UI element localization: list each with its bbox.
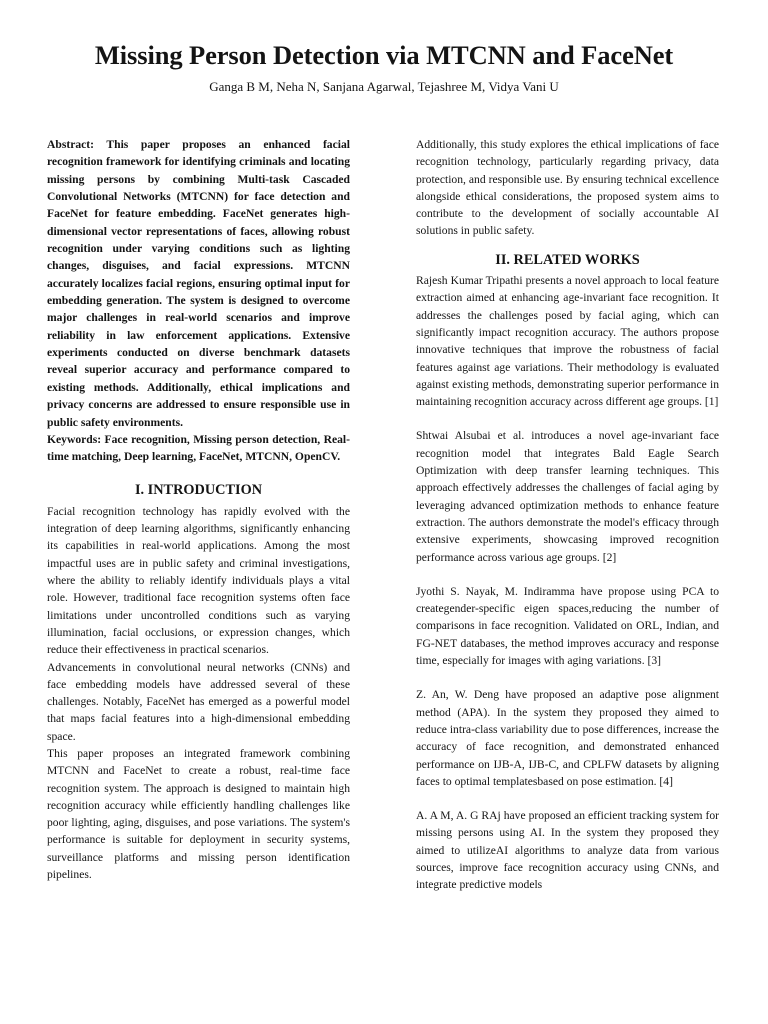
section-heading-introduction: I. INTRODUCTION (134, 481, 263, 498)
author-list: Ganga B M, Neha N, Sanjana Agarwal, Tejashree M, Vidya Vani U (209, 79, 559, 94)
related-work-paragraph: A. A M, A. G RAj have proposed an efficient tracking system for missing persons using AI. In the system they proposed they aimed to utilizeAI algorithms to analyze data from various sources, improve face recognition accuracy using CNNs, and integrate predictive models (416, 809, 719, 892)
intro-paragraph: Facial recognition technology has rapidly evolved with the integration of deep learning algorithms, significantly enhancing its capabilities in real-world applications. Among the most impactful uses are in public safety and criminal investigations, where the ability to reliably identify individuals plays a vital role. However, traditional face recognition systems often face limitations under uncontrolled conditions such as varying illumination, facial occlusions, or expression changes, which reduce their effectiveness in practical scenarios. (47, 504, 350, 657)
intro-continuation-paragraph: Additionally, this study explores the ethical implications of face recognition technology, particularly regarding privacy, data protection, and responsible use. By ensuring technical excellence alongside ethical considerations, the proposed system aims to contribute to the development of socially accountable AI solutions in public safety. (416, 138, 719, 238)
intro-paragraph: Advancements in convolutional neural networks (CNNs) and face embedding models have addressed several of these challenges. Notably, FaceNet has emerged as a powerful model that maps facial features into a high-dimensional embedding space. (47, 660, 350, 743)
section-heading-related-works: II. RELATED WORKS (495, 251, 640, 268)
paper-title: Missing Person Detection via MTCNN and FaceNet (94, 40, 674, 70)
keywords-text: Keywords: Face recognition, Missing person detection, Real-time matching, Deep learning, FaceNet, MTCNN, OpenCV. (47, 432, 350, 464)
related-work-paragraph: Jyothi S. Nayak, M. Indiramma have propose using PCA to creategender-specific eigen spaces,reducing the number of comparisons in face recognition. Validated on ORL, Indian, and FG-NET databases, the method improves accuracy and response time, especially for images with aging variations. [3] (416, 584, 719, 668)
left-column (47, 136, 350, 883)
related-work-paragraph: Rajesh Kumar Tripathi presents a novel approach to local feature extraction aimed at enhancing age-invariant face recognition. It addresses the challenges posed by facial aging, which can significantly impact recognition accuracy. The authors propose innovative techniques that improve the robustness of facial features against age variations. Their methodology is evaluated against existing methods, demonstrating superior performance in maintaining recognition accuracy across different age groups. [1] (416, 274, 719, 409)
related-work-paragraph: Z. An, W. Deng have proposed an adaptive pose alignment method (APA). In the system they proposed they aimed to reduce intra-class variability due to pose differences, increase the accuracy of face recognition, and demonstrated enhanced performance on IJB-A, IJB-C, and CPLFW datasets by aligning faces to optimal templatesbased on pose estimation. [4] (416, 688, 719, 788)
right-column (416, 136, 719, 894)
abstract-text: Abstract: This paper proposes an enhanced facial recognition framework for identifying criminals and locating missing persons by combining Multi-task Cascaded Convolutional Networks (MTCNN) for face detection and FaceNet for feature embedding. FaceNet generates high-dimensional vector representations of faces, allowing robust recognition under varying conditions such as lighting changes, disguises, and facial expressions. MTCNN accurately localizes facial regions, ensuring optimal input for embedding generation. The system is designed to overcome major challenges in real-world scenarios and improve reliability in law enforcement applications. Extensive experiments conducted on diverse benchmark datasets reveal superior accuracy and performance compared to existing methods. Additionally, ethical implications and privacy concerns are addressed to ensure responsible use in public safety environments. (47, 138, 350, 429)
related-work-paragraph: Shtwai Alsubai et al. introduces a novel age-invariant face recognition model that integrates Bald Eagle Search Optimization with deep transfer learning techniques. This approach effectively addresses the challenges of facial aging by leveraging advanced optimization methods to enhance feature extraction. The authors demonstrate the model's efficacy through extensive experiments, showcasing improved recognition performance across various age groups. [2] (416, 429, 719, 564)
intro-paragraph: This paper proposes an integrated framework combining MTCNN and FaceNet to create a robust, real-time face recognition system. The approach is designed to maintain high recognition accuracy while efficiently handling challenges like poor lighting, aging, disguises, and pose variations. The system's performance is suitable for deployment in security systems, surveillance platforms and missing person identification pipelines. (47, 746, 350, 882)
